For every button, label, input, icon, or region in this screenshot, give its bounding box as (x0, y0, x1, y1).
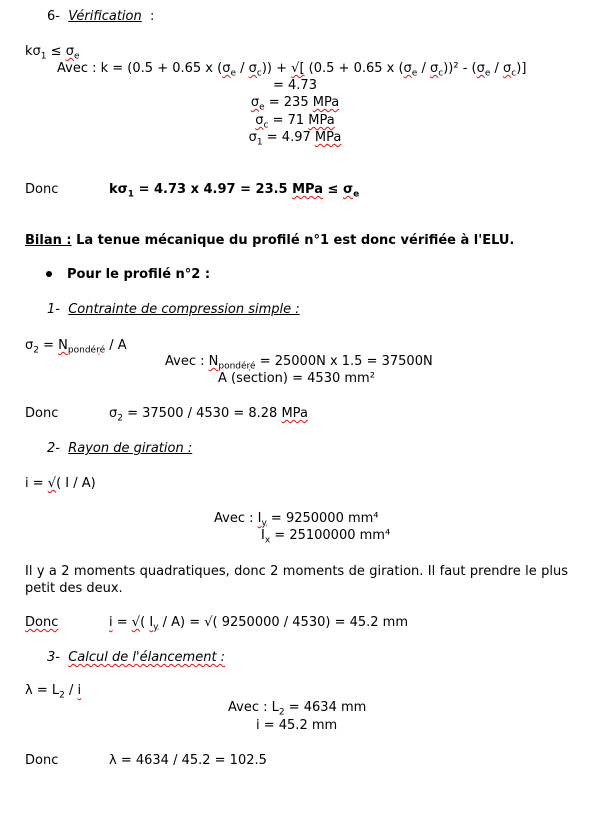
ix-line: $I_x = 25100000$ mm⁴ (261, 528, 391, 546)
i-definition: i = √( I / A) (25, 476, 96, 491)
sigma2-definition: $\sigma_2 = N_{pondéré} / A$ (25, 338, 127, 356)
section-6-heading: 6- Vérification : (47, 9, 155, 24)
section-6-title: Vérification (68, 9, 142, 24)
section-1-heading: 1- Contrainte de compression simple : (47, 302, 300, 317)
donc-label-3: Donc (25, 615, 59, 630)
l2-line: Avec : $L_2 = 4634$ mm (228, 700, 367, 718)
area-line: A (section) = 4530 mm² (218, 371, 375, 386)
iy-line: Avec : $I_y = 9250000$ mm⁴ (214, 511, 379, 529)
condition-line: $k\sigma_1 \le \sigma_e$ (25, 44, 80, 62)
donc-result-2: $\sigma_2 = 37500 / 4530 = 8.28$ MPa (109, 406, 308, 424)
section-2-heading: 2- Rayon de giration : (47, 441, 193, 456)
sigma1-value: $\sigma_1 = 4.97$ MPa (248, 130, 342, 148)
donc-result-1: $k\sigma_1 = 4.73$ x 4.97 = 23.5 MPa ≤ $\sigma_e$ (109, 182, 360, 200)
lambda-definition: $\lambda = L_2 / i$ (25, 683, 82, 701)
bullet-icon (46, 271, 52, 277)
bilan-line: Bilan : La tenue mécanique du profilé n°1 est donc vérifiée à l'ELU. (25, 233, 515, 248)
section-3-heading: 3- Calcul de l'élancement : (47, 650, 226, 665)
donc-result-3: i = √( $I_y / A$) = √( 9250000 / 4530) = 45.2 mm (109, 615, 408, 633)
k-formula: Avec : k = (0.5 + 0.65 x $(\sigma_e / \sigma_c)$) + √[ (0.5 + 0.65 x $(\sigma_e / \sigma_c))^2 - (\sigma_e / \sigma_c)$] (57, 61, 527, 79)
profile-2-heading: Pour le profilé n°2 : (67, 267, 211, 282)
k-value: = 4.73 (273, 78, 317, 93)
sigma-e-value: $\sigma_e = 235$ MPa (250, 95, 340, 113)
donc-label-2: Donc (25, 406, 59, 421)
donc-label-1: Donc (25, 182, 59, 197)
explanation-paragraph: Il y a 2 moments quadratiques, donc 2 moments de giration. Il faut prendre le plus petit des deux. (25, 564, 568, 596)
donc-result-4: λ = 4634 / 45.2 = 102.5 (109, 753, 267, 768)
sigma-c-value: $\sigma_c = 71$ MPa (255, 113, 335, 131)
donc-label-4: Donc (25, 753, 59, 768)
i-value-line: i = 45.2 mm (256, 718, 338, 733)
n-ponderee-line: Avec : $N_{pondéré} = 25000N$ x 1.5 = 37500N (165, 354, 433, 372)
